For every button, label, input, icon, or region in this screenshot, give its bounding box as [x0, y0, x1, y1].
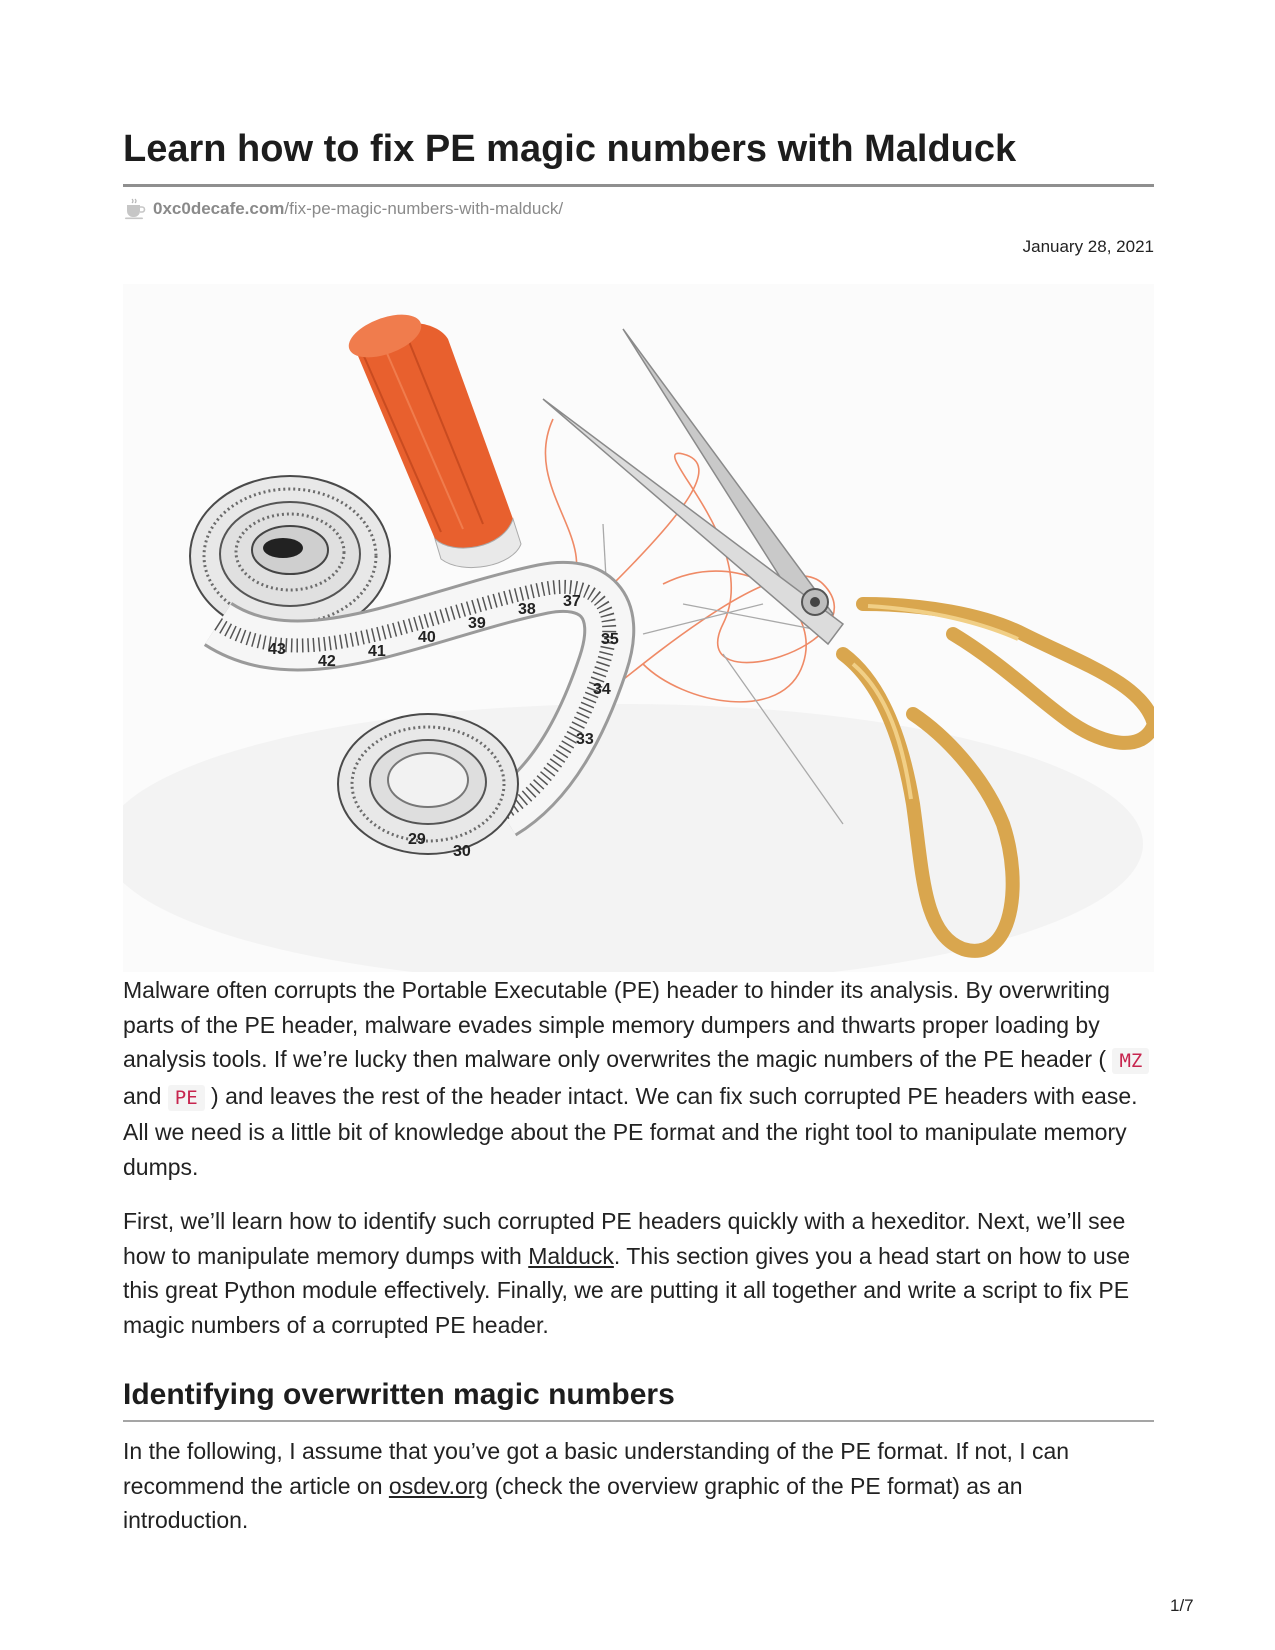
- code-mz: MZ: [1112, 1048, 1149, 1074]
- tape-label: 35: [601, 631, 619, 648]
- malduck-link[interactable]: Malduck: [528, 1242, 614, 1269]
- overview-paragraph: [123, 1204, 1154, 1342]
- assumption-paragraph: [123, 1434, 1154, 1538]
- page-number: 1/7: [1170, 1596, 1194, 1615]
- overview-text-1: First, we’ll learn how to identify such corrupted PE headers quickly with a hexeditor. Next, we’ll see how to manipulate memory dumps with: [123, 1208, 1126, 1269]
- tape-label: 40: [418, 629, 436, 646]
- title-divider: [123, 184, 1154, 187]
- overview-text-2: . This section gives you a head start on how to use this great Python module effectively. Finally, we are putting it all together and write a script to fix PE magic numbers of a corrupted PE header.: [123, 1242, 1130, 1338]
- tape-label: 42: [318, 653, 336, 670]
- tape-label: 38: [518, 601, 536, 618]
- tape-label: 29: [408, 831, 426, 848]
- tape-label: 43: [268, 641, 286, 658]
- intro-text-1: Malware often corrupts the Portable Executable (PE) header to hinder its analysis. By overwriting parts of the PE header, malware evades simple memory dumpers and thwarts proper loading by analysis tools. If we’re lucky then malware only overwrites the magic numbers of the PE header (: [123, 977, 1113, 1072]
- section-divider: [123, 1420, 1154, 1422]
- article-title: Learn how to fix PE magic numbers with Malduck: [123, 128, 1017, 170]
- assumption-text-1: In the following, I assume that you’ve got a basic understanding of the PE format. If not, I can recommend the article on: [123, 1438, 1070, 1499]
- section-heading: Identifying overwritten magic numbers: [123, 1378, 675, 1411]
- osdev-link[interactable]: osdev.org: [388, 1472, 489, 1499]
- hero-image: [123, 284, 1154, 972]
- tape-label: 34: [593, 681, 611, 698]
- tape-label: 39: [468, 615, 486, 632]
- source-url[interactable]: [123, 197, 563, 221]
- coffee-cup-icon: [123, 197, 147, 221]
- tape-label: 30: [453, 843, 471, 860]
- intro-paragraph: [123, 973, 1154, 1184]
- intro-text-3: ) and leaves the rest of the header intact. We can fix such corrupted PE headers with ease. All we need is a little bit of knowledge about the PE format and the right tool to manipulate memory dumps.: [123, 1082, 1138, 1180]
- tape-label: 33: [576, 731, 594, 748]
- source-path: /fix-pe-magic-numbers-with-malduck/: [284, 199, 564, 218]
- intro-text-2: and: [123, 1082, 168, 1109]
- tape-label: 41: [368, 643, 386, 660]
- source-domain: 0xc0decafe.com: [153, 199, 285, 218]
- tape-label: 37: [563, 593, 581, 610]
- publish-date: January 28, 2021: [1022, 237, 1154, 256]
- assumption-text-2: (check the overview graphic of the PE format) as an introduction.: [123, 1472, 1023, 1533]
- code-pe: PE: [168, 1085, 205, 1111]
